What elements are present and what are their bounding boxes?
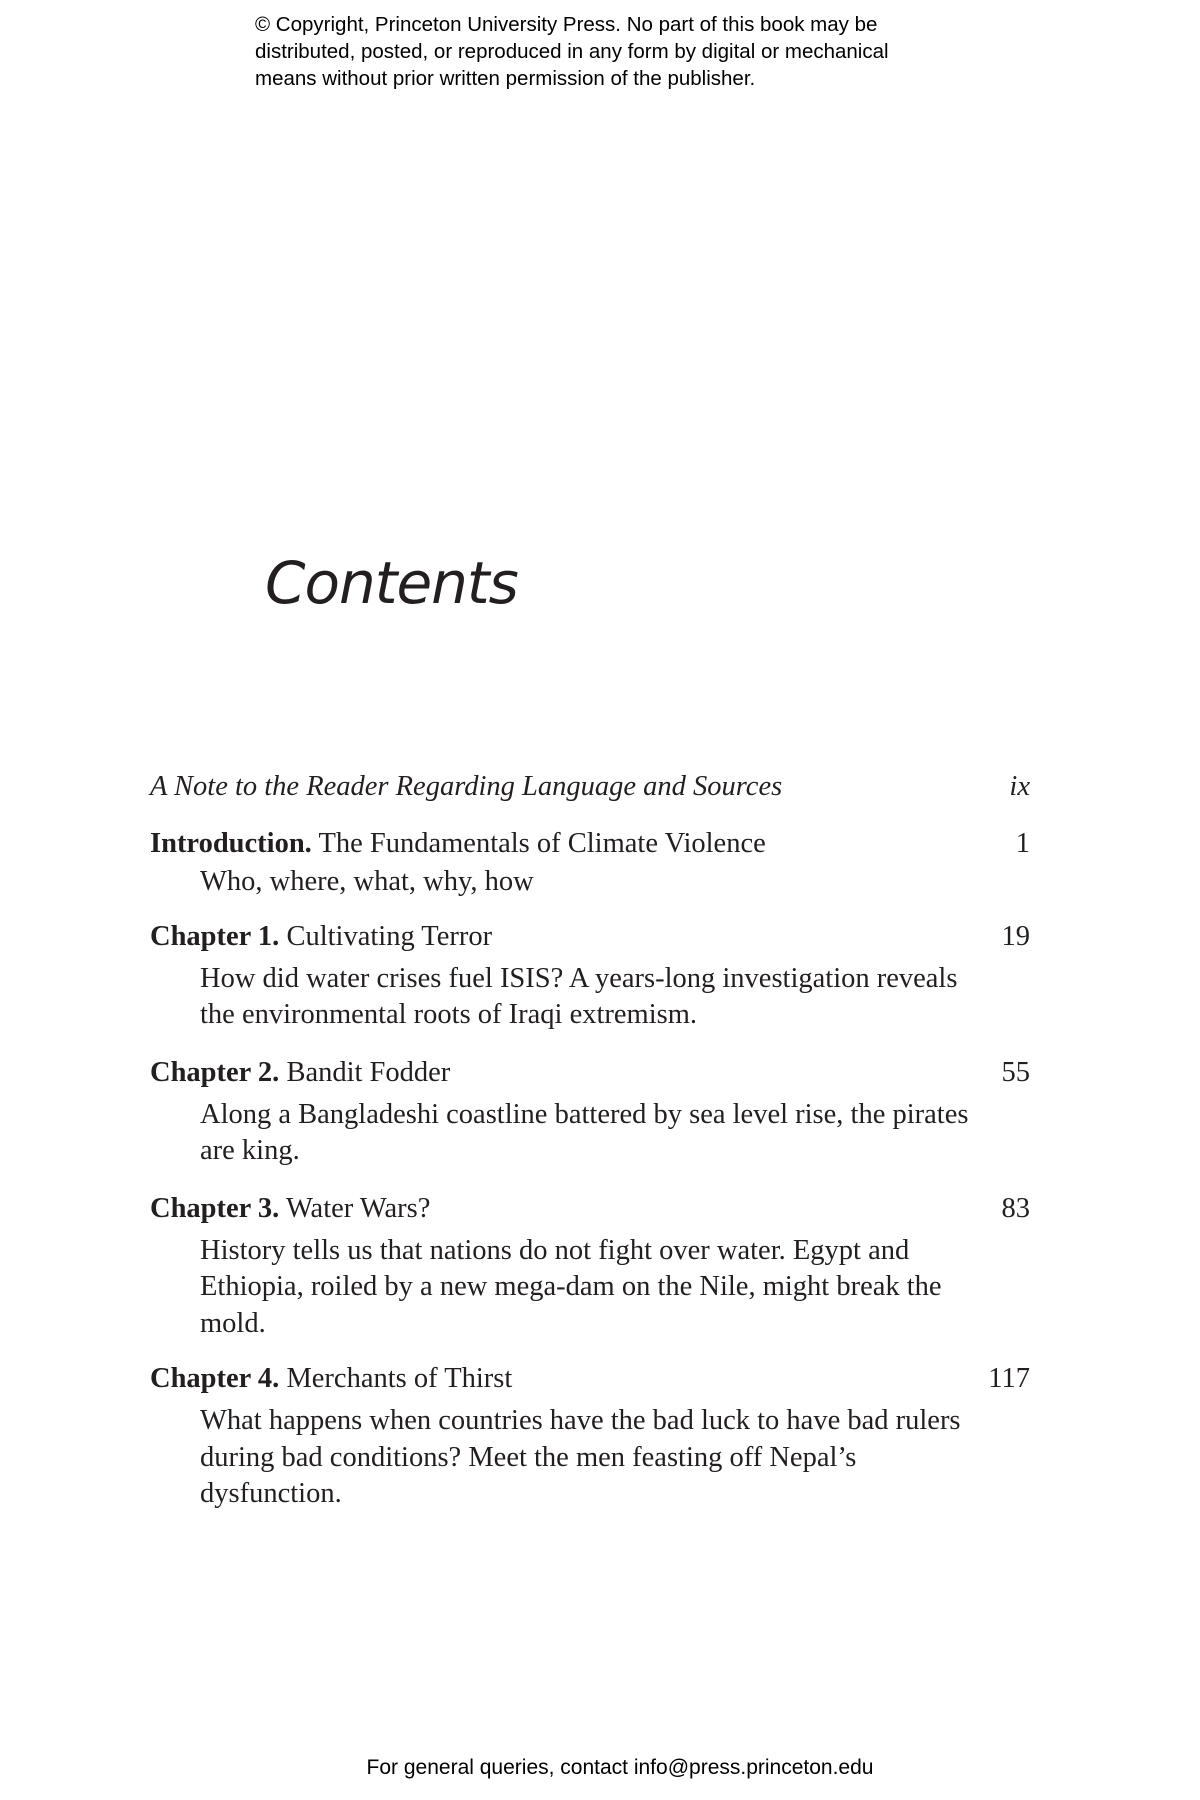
toc-entry-heading bbox=[150, 1053, 450, 1093]
toc-entry-label: Chapter 1. bbox=[150, 920, 280, 952]
toc-row bbox=[150, 1359, 1030, 1399]
toc-entry-description: What happens when countries have the bad luck to have bad rulers during bad conditions? Meet the men feasting off Nepal’s dysfunction. bbox=[200, 1405, 961, 1509]
toc-row bbox=[150, 767, 1030, 807]
toc-page-number: ix bbox=[1009, 771, 1030, 802]
toc-entry-chapter-4[interactable] bbox=[150, 1359, 1030, 1513]
toc-row bbox=[150, 1189, 1030, 1229]
toc-entry-description: How did water crises fuel ISIS? A years-long investigation reveals the environmental roots of Iraqi extremism. bbox=[200, 962, 958, 1030]
toc-page-number: 1 bbox=[1015, 828, 1030, 859]
copyright-line: distributed, posted, or reproduced in any form by digital or mechanical bbox=[255, 40, 889, 63]
copyright-line: means without prior written permission of the publisher. bbox=[255, 67, 756, 90]
toc-entry-introduction[interactable] bbox=[150, 824, 1030, 901]
toc-row bbox=[150, 824, 1030, 864]
toc-entry-chapter-3[interactable] bbox=[150, 1189, 1030, 1343]
toc-entry-description: Along a Bangladeshi coastline battered by sea level rise, the pirates are king. bbox=[200, 1098, 969, 1166]
toc-entry-title: Bandit Fodder bbox=[286, 1056, 451, 1088]
toc-entry-label: Chapter 3. bbox=[150, 1192, 280, 1224]
toc-page-number: 83 bbox=[1001, 1192, 1030, 1224]
toc-entry-title: A Note to the Reader Regarding Language and Sources bbox=[150, 771, 783, 802]
toc-entry-title: Cultivating Terror bbox=[286, 920, 493, 952]
toc-page-number: 19 bbox=[1001, 920, 1030, 952]
copyright-line: © Copyright, Princeton University Press. No part of this book may be bbox=[255, 13, 878, 36]
toc-row bbox=[150, 917, 1030, 957]
toc-entry-title: Water Wars? bbox=[285, 1192, 431, 1224]
toc-entry-description: Who, where, what, why, how bbox=[200, 866, 534, 897]
copyright-notice bbox=[255, 11, 1015, 92]
toc-entry-description: History tells us that nations do not fight over water. Egypt and Ethiopia, roiled by a new mega-dam on the Nile, might break the mold. bbox=[200, 1234, 942, 1339]
toc-entry-title: The Fundamentals of Climate Violence bbox=[318, 828, 766, 859]
toc-page-number: 55 bbox=[1001, 1056, 1030, 1088]
toc-entry-heading bbox=[150, 824, 766, 864]
contact-footer: For general queries, contact info@press.princeton.edu bbox=[366, 1756, 874, 1779]
toc-entry-title: Merchants of Thirst bbox=[286, 1363, 513, 1394]
toc-entry-chapter-2[interactable] bbox=[150, 1053, 1030, 1170]
toc-entry-heading bbox=[150, 917, 492, 957]
toc-entry-heading bbox=[150, 1359, 512, 1399]
toc-entry-label: Chapter 2. bbox=[150, 1056, 280, 1088]
page-title: Contents bbox=[265, 549, 518, 617]
table-of-contents bbox=[150, 767, 1030, 1513]
toc-row bbox=[150, 1053, 1030, 1093]
toc-entry-note[interactable] bbox=[150, 767, 1030, 807]
toc-entry-chapter-1[interactable] bbox=[150, 917, 1030, 1034]
toc-entry-label: Chapter 4. bbox=[150, 1363, 280, 1394]
toc-entry-heading bbox=[150, 1189, 430, 1229]
toc-page-number: 117 bbox=[988, 1363, 1030, 1394]
toc-entry-label: Introduction. bbox=[150, 828, 312, 859]
